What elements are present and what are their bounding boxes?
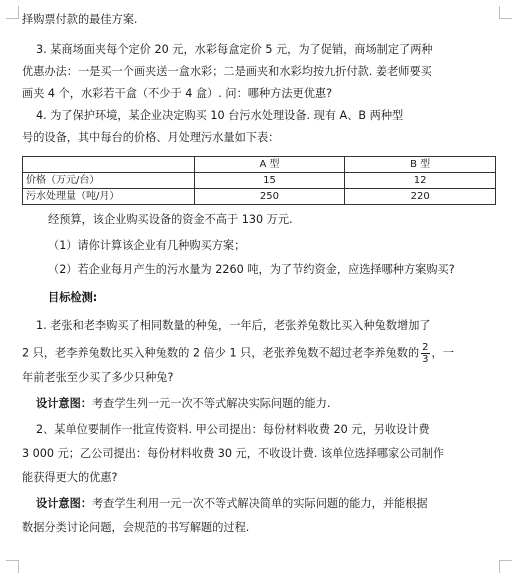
table-header-cell: B 型	[345, 157, 496, 173]
table-row	[23, 189, 496, 205]
problem-4-line-2: 号的设备，其中每台的价格、月处理污水量如下表：	[22, 131, 280, 144]
design-intent-2	[36, 496, 502, 512]
design-intent-1	[36, 396, 502, 412]
table-header-row	[23, 157, 496, 173]
problem-4-line-1: 4. 为了保护环境，某企业决定购买 10 台污水处理设备. 现有 A、B 两种型	[36, 109, 404, 122]
design-intent-text: 考查学生列一元一次不等式解决实际问题的能力.	[91, 397, 331, 410]
target-1-line-2	[22, 342, 502, 365]
problem-3-line-1: 3. 某商场面夹每个定价 20 元，水彩每盒定价 5 元，为了促销，商场制定了两种	[36, 43, 433, 56]
design-intent-2-cont: 数据分类讨论问题，会规范的书写解题的过程.	[22, 521, 250, 534]
table-header-cell	[23, 157, 195, 173]
design-intent-label: 设计意图：	[36, 497, 92, 510]
fraction-numerator: 2	[422, 342, 429, 353]
equipment-table	[22, 156, 496, 205]
design-intent-text: 考查学生利用一元一次不等式解决简单的实际问题的能力，并能根据	[91, 497, 428, 510]
target-1-line-2-tail: ，一	[431, 346, 454, 360]
fraction-denominator: 3	[422, 354, 429, 365]
table-cell: 250	[194, 189, 345, 205]
problem-3-line-2: 优惠办法：一是买一个画夹送一盒水彩；二是画夹和水彩均按九折付款. 姜老师要买	[22, 65, 432, 78]
section-title: 目标检测:	[48, 291, 98, 304]
problem-3-line-3: 画夹 4 个，水彩若干盒（不少于 4 盒）. 问：哪种方法更优惠?	[22, 87, 333, 100]
top-line: 择购票付款的最佳方案.	[22, 13, 138, 26]
table-cell: 220	[345, 189, 496, 205]
target-1-line-1: 1. 老张和老李购买了相同数量的种兔，一年后，老张养兔数比买入种兔数增加了	[36, 319, 431, 332]
question-1: （1）请你计算该企业有几种购买方案；	[48, 239, 246, 252]
table-header-cell: A 型	[194, 157, 345, 173]
target-2-line-3: 能获得更大的优惠?	[22, 471, 118, 484]
question-2: （2）若企业每月产生的污水量为 2260 吨，为了节约资金，应选择哪种方案购买?	[48, 263, 455, 276]
target-1-line-3: 年前老张至少买了多少只种兔?	[22, 371, 174, 384]
table-cell-label: 污水处理量（吨/月）	[23, 189, 195, 205]
fraction-two-thirds	[421, 342, 429, 365]
table-cell: 12	[345, 173, 496, 189]
budget-line: 经预算，该企业购买设备的资金不高于 130 万元.	[48, 213, 293, 226]
page-corner-mark	[499, 560, 512, 573]
target-2-line-1: 2、某单位要制作一批宣传资料. 甲公司提出：每份材料收费 20 元，另收设计费	[36, 423, 430, 436]
target-2-line-2: 3 000 元；乙公司提出：每份材料收费 30 元，不收设计费. 该单位选择哪家公司制作	[22, 447, 445, 460]
design-intent-label: 设计意图：	[36, 397, 92, 410]
table-cell-label: 价格（万元/台）	[23, 173, 195, 189]
table-cell: 15	[194, 173, 345, 189]
target-1-line-2-text: 2 只，老李养兔数比买入种兔数的 2 倍少 1 只，老张养兔数不超过老李养兔数的	[22, 346, 420, 360]
page-corner-mark	[6, 6, 19, 19]
table-row	[23, 173, 496, 189]
page-corner-mark	[6, 560, 19, 573]
